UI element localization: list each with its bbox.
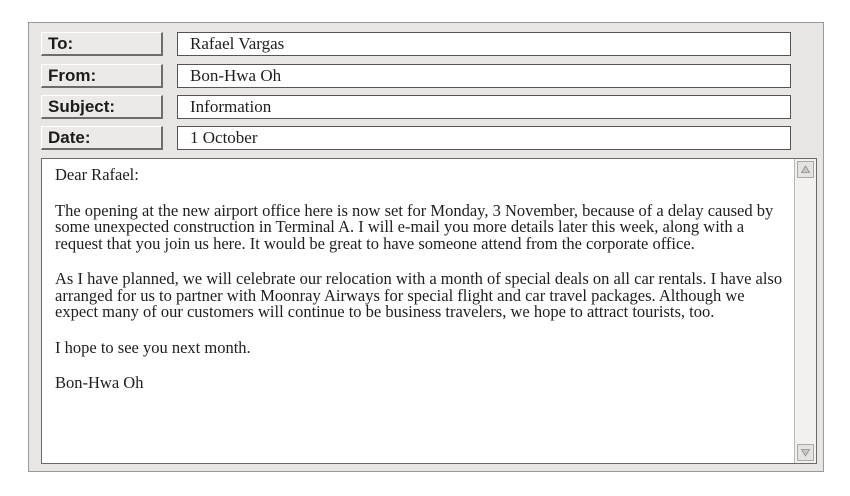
from-label: From: xyxy=(41,64,163,88)
paragraph-1: The opening at the new airport office here is now set for Monday, 3 November, because of a delay caused by some unexpected construction in Terminal A. I will e-mail you more details later this week, along with a request that you join us here. It would be great to have someone attend from the corporate office. xyxy=(55,200,774,253)
scroll-up-button[interactable] xyxy=(797,161,814,178)
to-row xyxy=(41,32,817,56)
message-text xyxy=(55,167,789,411)
subject-row xyxy=(41,95,817,119)
greeting: Dear Rafael: xyxy=(55,165,139,184)
subject-label: Subject: xyxy=(41,95,163,119)
vertical-scrollbar[interactable] xyxy=(794,159,816,463)
date-label: Date: xyxy=(41,126,163,150)
from-row xyxy=(41,64,817,88)
to-field[interactable]: Rafael Vargas xyxy=(177,32,791,56)
message-body[interactable] xyxy=(41,158,817,464)
triangle-down-icon xyxy=(798,445,813,460)
date-row xyxy=(41,126,817,150)
scroll-down-button[interactable] xyxy=(797,444,814,461)
date-field[interactable]: 1 October xyxy=(177,126,791,150)
closing: I hope to see you next month. xyxy=(55,337,251,357)
paragraph-2: As I have planned, we will celebrate our relocation with a month of special deals on all car rentals. I have also arranged for us to partner with Moonray Airways for special flight and car travel packages. Although we expect many of our customers will continue to be business travelers, we hope to attract tourists, too. xyxy=(55,269,783,321)
signature: Bon-Hwa Oh xyxy=(55,373,144,392)
from-field[interactable]: Bon-Hwa Oh xyxy=(177,64,791,88)
subject-field[interactable]: Information xyxy=(177,95,791,119)
triangle-up-icon xyxy=(798,162,813,177)
to-label: To: xyxy=(41,32,163,56)
email-window xyxy=(28,22,824,472)
